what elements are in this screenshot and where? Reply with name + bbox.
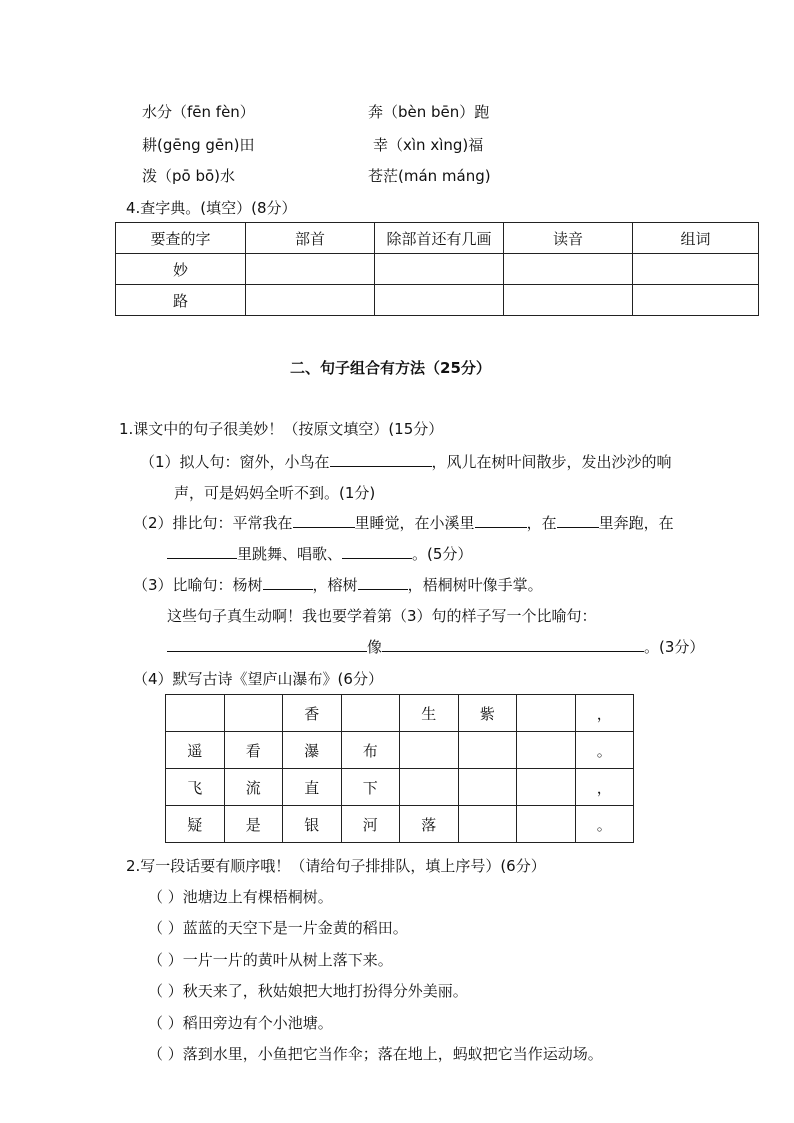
answer-blank[interactable] (167, 637, 367, 652)
poem-cell[interactable] (166, 695, 225, 732)
answer-blank[interactable] (382, 637, 644, 652)
table-row (166, 732, 634, 769)
poem-cell[interactable] (458, 732, 517, 769)
order-blank[interactable]: （ ） (148, 888, 183, 906)
poem-cell: 生 (400, 695, 459, 732)
order-item (148, 949, 393, 970)
poem-cell: 香 (283, 695, 342, 732)
sentence-line (167, 636, 704, 657)
poem-cell: 直 (283, 769, 342, 806)
sentence-line (133, 574, 543, 595)
poem-cell: 遥 (166, 732, 225, 769)
question-title: 1.课文中的句子很美妙！（按原文填空）(15分） (119, 420, 444, 438)
poem-cell: 瀑 (283, 732, 342, 769)
answer-cell[interactable] (375, 285, 504, 316)
poem-cell[interactable] (517, 732, 576, 769)
sentence-line (167, 543, 472, 564)
order-item (148, 917, 408, 938)
answer-cell[interactable] (633, 254, 759, 285)
table-cell: 路 (116, 285, 246, 316)
poem-cell: 布 (341, 732, 400, 769)
poem-cell: 飞 (166, 769, 225, 806)
table-row (166, 806, 634, 843)
table-header-row (116, 223, 759, 254)
table-row (166, 695, 634, 732)
sentence-text: （3）比喻句：杨树 (133, 576, 263, 594)
answer-cell[interactable] (633, 285, 759, 316)
order-text: 秋天来了，秋姑娘把大地打扮得分外美丽。 (182, 982, 468, 1000)
table-cell: 妙 (116, 254, 246, 285)
sentence-text: ，风儿在树叶间散步，发出沙沙的响 (431, 453, 672, 471)
order-text: 蓝蓝的天空下是一片金黄的稻田。 (182, 919, 408, 937)
pinyin-item: 水分（fēn fèn） (142, 103, 255, 121)
poem-cell[interactable] (517, 769, 576, 806)
pinyin-item: 奔（bèn bēn）跑 (368, 103, 490, 121)
pinyin-item: 幸（xìn xìng)福 (373, 136, 484, 154)
table-header: 要查的字 (116, 223, 246, 254)
sentence-text: 。(5分） (412, 545, 473, 563)
order-item (148, 886, 333, 907)
table-row (116, 285, 759, 316)
poem-cell: 是 (224, 806, 283, 843)
poem-cell[interactable] (458, 806, 517, 843)
order-text: 池塘边上有棵梧桐树。 (182, 888, 333, 906)
poem-cell: 流 (224, 769, 283, 806)
table-header: 部首 (246, 223, 375, 254)
section-title: 二、句子组合有方法（25分） (290, 359, 491, 377)
answer-blank[interactable] (342, 544, 412, 559)
answer-blank[interactable] (557, 513, 599, 528)
poem-cell: ， (575, 769, 634, 806)
answer-blank[interactable] (263, 575, 313, 590)
poem-cell: ， (575, 695, 634, 732)
poem-cell: 下 (341, 769, 400, 806)
answer-cell[interactable] (246, 254, 375, 285)
answer-cell[interactable] (504, 254, 633, 285)
sentence-text: 里奔跑，在 (598, 514, 674, 532)
poem-cell[interactable] (517, 695, 576, 732)
answer-cell[interactable] (246, 285, 375, 316)
sentence-text: （1）拟人句：窗外，小鸟在 (140, 453, 330, 471)
pinyin-item: 耕(gēng gēn)田 (142, 136, 255, 154)
answer-blank[interactable] (293, 513, 355, 528)
question-title: 2.写一段话要有顺序哦！（请给句子排排队，填上序号）(6分） (126, 857, 546, 875)
sentence-text: 像 (367, 638, 383, 656)
poem-cell[interactable] (400, 769, 459, 806)
dictionary-table (115, 222, 759, 316)
order-text: 落到水里，小鱼把它当作伞；落在地上，蚂蚁把它当作运动场。 (182, 1045, 603, 1063)
order-text: 一片一片的黄叶从树上落下来。 (182, 951, 393, 969)
answer-blank[interactable] (330, 452, 432, 467)
sentence-text: ，梧桐树叶像手掌。 (407, 576, 543, 594)
sentence-line (140, 451, 672, 472)
question-title: （4）默写古诗《望庐山瀑布》(6分） (133, 670, 383, 688)
answer-cell[interactable] (375, 254, 504, 285)
order-item (148, 1043, 603, 1064)
table-header: 除部首还有几画 (375, 223, 504, 254)
poem-cell: 。 (575, 732, 634, 769)
poem-cell: 紫 (458, 695, 517, 732)
answer-blank[interactable] (167, 544, 237, 559)
poem-cell[interactable] (224, 695, 283, 732)
sentence-text: 里睡觉，在小溪里 (354, 514, 475, 532)
sentence-text: 。(3分） (644, 638, 705, 656)
order-blank[interactable]: （ ） (148, 919, 183, 937)
order-blank[interactable]: （ ） (148, 982, 183, 1000)
poem-cell: 看 (224, 732, 283, 769)
sentence-text: ，在 (526, 514, 557, 532)
table-row (116, 254, 759, 285)
pinyin-item: 泼（pō bō)水 (142, 167, 236, 185)
table-row (166, 769, 634, 806)
sentence-line: 声，可是妈妈全听不到。(1分) (174, 484, 376, 502)
poem-cell: 河 (341, 806, 400, 843)
answer-cell[interactable] (504, 285, 633, 316)
sentence-text: 里跳舞、唱歌、 (237, 545, 343, 563)
table-header: 组词 (633, 223, 759, 254)
poem-cell[interactable] (400, 732, 459, 769)
sentence-line (133, 512, 674, 533)
poem-cell: 落 (400, 806, 459, 843)
pinyin-item: 苍茫(mán máng) (368, 167, 491, 185)
order-blank[interactable]: （ ） (148, 1014, 183, 1032)
order-item (148, 980, 468, 1001)
sentence-line: 这些句子真生动啊！我也要学着第（3）句的样子写一个比喻句： (167, 607, 597, 625)
question-title: 4.查字典。(填空）(8分） (126, 199, 297, 217)
order-blank[interactable]: （ ） (148, 951, 183, 969)
poem-cell: 银 (283, 806, 342, 843)
poem-cell[interactable] (458, 769, 517, 806)
order-text: 稻田旁边有个小池塘。 (182, 1014, 333, 1032)
poem-grid (165, 694, 634, 843)
answer-blank[interactable] (358, 575, 408, 590)
sentence-text: ，榕树 (312, 576, 358, 594)
poem-cell[interactable] (341, 695, 400, 732)
order-blank[interactable]: （ ） (148, 1045, 183, 1063)
answer-blank[interactable] (475, 513, 527, 528)
table-header: 读音 (504, 223, 633, 254)
poem-cell: 。 (575, 806, 634, 843)
poem-cell: 疑 (166, 806, 225, 843)
poem-cell[interactable] (517, 806, 576, 843)
sentence-text: （2）排比句：平常我在 (133, 514, 293, 532)
order-item (148, 1012, 333, 1033)
